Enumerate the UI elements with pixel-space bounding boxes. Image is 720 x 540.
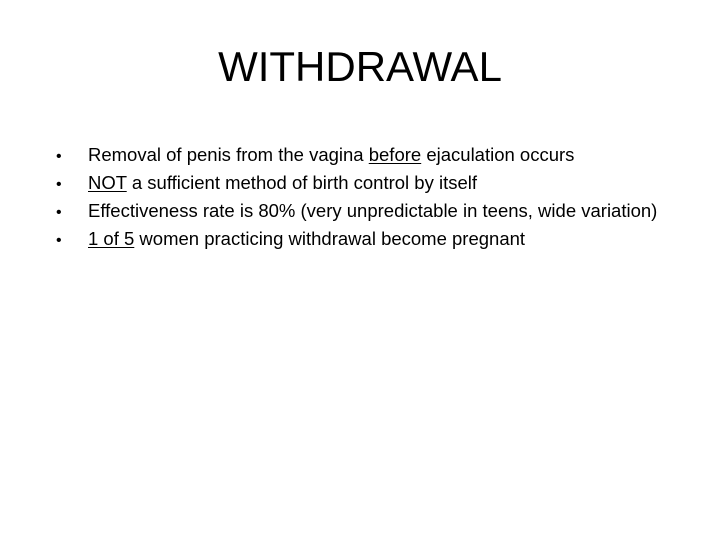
bullet-marker: • bbox=[56, 232, 62, 249]
bullet-item bbox=[56, 170, 657, 198]
bullet-text-underlined: NOT bbox=[88, 172, 127, 193]
bullet-text-underlined: before bbox=[368, 144, 422, 165]
bullet-text-post: women practicing withdrawal become pregnant bbox=[134, 228, 526, 249]
bullet-text-pre: Removal of penis from the vagina bbox=[88, 144, 369, 165]
bullet-text bbox=[88, 170, 477, 196]
bullet-item bbox=[56, 198, 657, 226]
bullet-list bbox=[56, 142, 657, 254]
bullet-text-pre: Effectiveness rate is 80% (very unpredictable in teens, wide variation) bbox=[88, 200, 658, 221]
bullet-text-underlined: 1 of 5 bbox=[88, 228, 135, 249]
bullet-marker: • bbox=[56, 204, 62, 221]
bullet-text-post: ejaculation occurs bbox=[421, 144, 575, 165]
bullet-text bbox=[88, 142, 574, 168]
bullet-item bbox=[56, 226, 657, 254]
slide-title: WITHDRAWAL bbox=[218, 43, 502, 90]
bullet-marker: • bbox=[56, 176, 62, 193]
bullet-item bbox=[56, 142, 657, 170]
bullet-marker: • bbox=[56, 148, 62, 165]
bullet-text bbox=[88, 226, 525, 252]
bullet-text bbox=[88, 198, 657, 224]
bullet-text-post: a sufficient method of birth control by itself bbox=[126, 172, 478, 193]
